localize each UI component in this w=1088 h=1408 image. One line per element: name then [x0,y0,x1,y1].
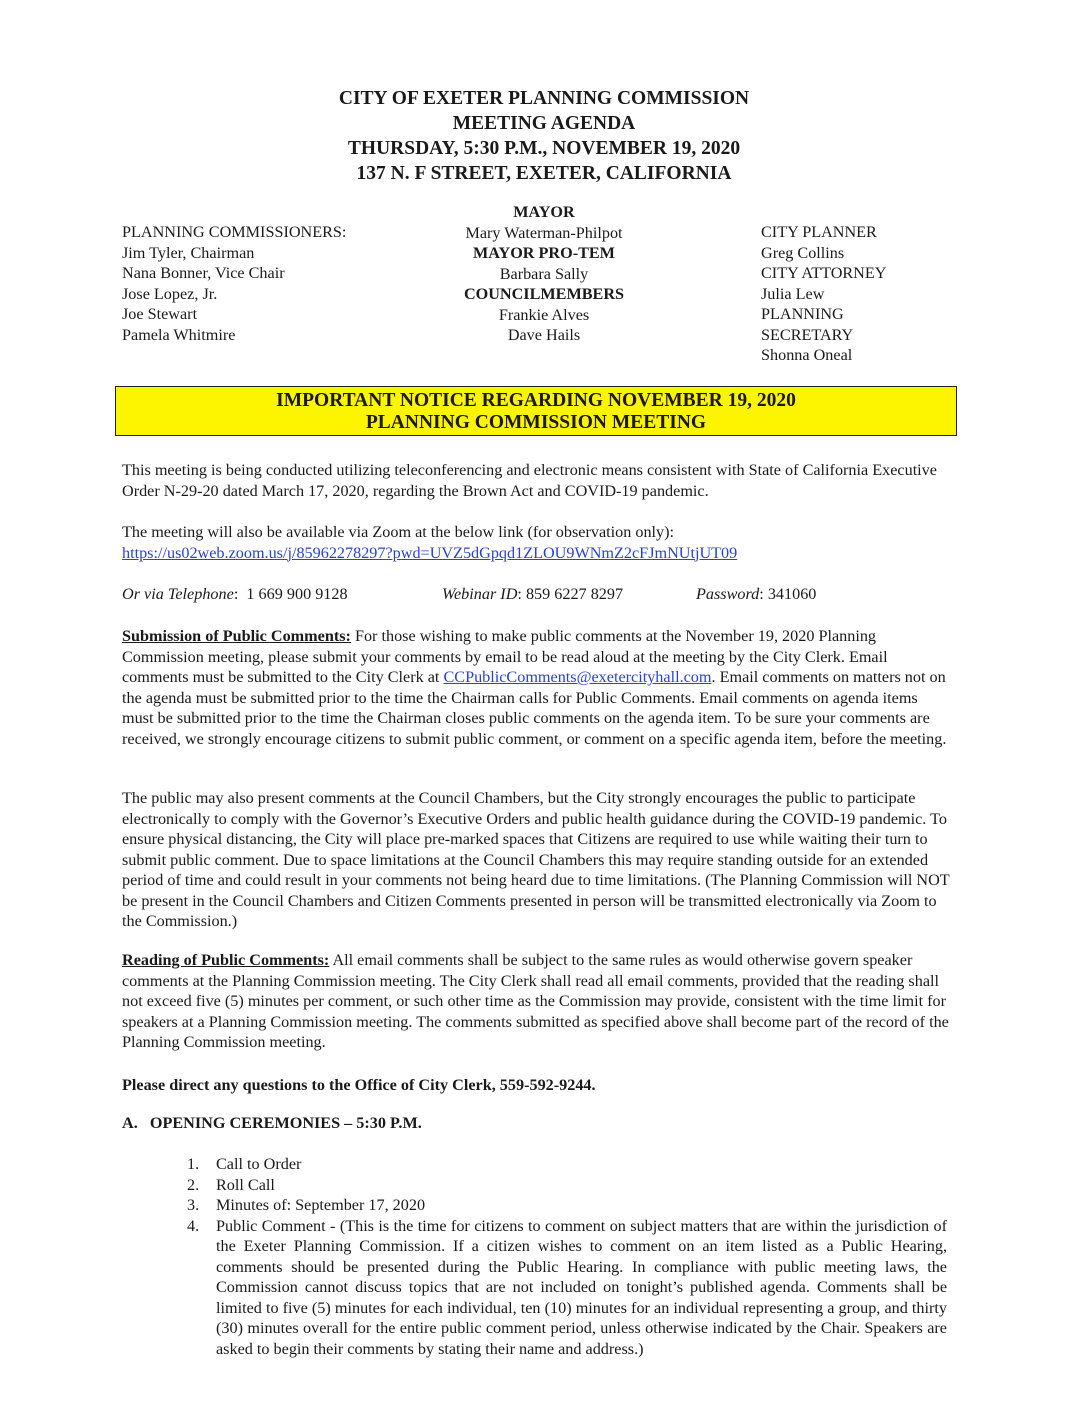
webinar-id: 859 6227 8297 [525,585,624,603]
commissioner-name: Nana Bonner, Vice Chair [122,264,285,282]
secretary-heading: PLANNING [761,305,844,323]
submission-paragraph [122,626,952,749]
planner-name: Greg Collins [761,243,845,262]
commissioner-name: Jim Tyler, Chairman [122,243,255,262]
agenda-item [187,1154,947,1175]
reading-text: All email comments shall be subject to the same rules as would otherwise govern speaker comments at the Planning Commission meeting. The City Clerk shall read all email comments, provided that the reading shall not exceed five (5) minutes per comment, or such other time as the Commission may provide, consistent with the time limit for speakers at a Planning Commission meeting. The comments submitted as specified above shall become part of the record of the Planning Commission meeting. [122,951,949,1051]
councilmember-name: Dave Hails [507,326,581,344]
commissioners-column [122,222,346,345]
agenda-item [187,1195,947,1216]
secretary-heading: SECRETARY [761,325,854,344]
questions-line: Please direct any questions to the Office of City Clerk, 559-592-9244. [122,1076,596,1094]
webinar-label: Webinar ID [442,585,518,603]
reading-paragraph [122,950,952,1053]
submission-text: For those wishing to make public comments at the November 19, 2020 Planning Commission meeting, please submit your comments by email to be read aloud at the meeting by the City Clerk. Email comments must be submitted to the City Clerk at [122,627,888,686]
secretary-name: Shonna Oneal [761,346,853,364]
zoom-paragraph [122,522,952,563]
notice-line: IMPORTANT NOTICE REGARDING NOVEMBER 19, 2020 [276,390,796,411]
submission-text: . Email comments on matters not on the agenda must be submitted prior to the time the Chairman calls for Public Comments. Email comments on agenda items must be submitted prior to the time the Chairman closes public comments on the agenda item. To be sure your comments are received, we strongly encourage citizens to submit public comment, or comment on a specific agenda item, before the meeting. [122,668,947,748]
telephone-label: Or via Telephone [122,585,234,603]
telephone-number: 1 669 900 9128 [246,585,348,603]
submission-heading: Submission of Public Comments: [122,627,351,645]
header-title: CITY OF EXETER PLANNING COMMISSION [338,88,750,109]
agenda-item-number: 3. [187,1196,200,1214]
protem-name: Barbara Sally [499,264,589,283]
header-address: 137 N. F STREET, EXETER, CALIFORNIA [356,163,732,184]
agenda-item-text: Public Comment - (This is the time for citizens to comment on subject matters that are within the jurisdiction of the Exeter Planning Commission. If a citizen wishes to comment on an item listed as a Public Hearing, comments should be presented during the Public Hearing. In compliance with public meeting laws, the Commission cannot discuss topics that are not included on tonight’s published agenda. Comments shall be limited to five (5) minutes for each individual, ten (10) minutes for an individual representing a group, and thirty (30) minutes overall for the entire public comment period, unless otherwise indicated by the Chair. Speakers are asked to begin their comments by stating their name and address.) [216,1216,947,1358]
notice-line: PLANNING COMMISSION MEETING [365,412,707,433]
agenda-item-text: Minutes of: September 17, 2020 [216,1196,426,1214]
header-date: THURSDAY, 5:30 P.M., NOVEMBER 19, 2020 [347,138,741,159]
header-subtitle: MEETING AGENDA [452,113,636,134]
commissioner-name: Jose Lopez, Jr. [122,284,218,303]
mayor-heading: MAYOR [513,203,575,221]
webinar-info: Webinar ID: 859 6227 8297 [442,585,624,603]
agenda-item [187,1216,947,1360]
agenda-item-text: Roll Call [216,1175,275,1194]
council-column [436,202,652,346]
mayor-name: Mary Waterman-Philpot [465,223,623,242]
agenda-item-list [187,1154,947,1359]
commissioners-heading: PLANNING COMMISSIONERS: [122,223,347,241]
attorney-name: Julia Lew [761,284,825,303]
section-a-heading: A. OPENING CEREMONIES – 5:30 P.M. [122,1114,422,1132]
password-value: 341060 [767,585,817,603]
commissioner-name: Pamela Whitmire [122,325,236,344]
important-notice-banner [115,386,957,436]
email-link[interactable]: CCPublicComments@exetercityhall.com [443,668,712,686]
in-person-paragraph: The public may also present comments at the Council Chambers, but the City strongly encourages the public to participate electronically to comply with the Governor’s Executive Orders and public health guidance during the COVID-19 pandemic. To ensure physical distancing, the City will place pre-marked spaces that Citizens are required to use while waiting their turn to submit public comment. Due to space limitations at the Council Chambers this may require standing outside for an extended period of time and could result in your comments not being heard due to time limitations. (The Planning Commission will NOT be present in the Council Chambers and Citizen Comments presented in person will be transmitted electronically via Zoom to the Commission.) [122,789,950,930]
attorney-heading: CITY ATTORNEY [761,264,887,282]
agenda-header [0,86,1088,186]
protem-heading: MAYOR PRO-TEM [473,244,615,262]
telephone-info: Or via Telephone: 1 669 900 9128 [122,585,348,603]
password-label: Password [696,585,760,603]
councilmembers-heading: COUNCILMEMBERS [463,285,625,303]
password-info: Password: 341060 [696,585,817,603]
zoom-text: The meeting will also be available via Zoom at the below link (for observation only): [122,523,675,541]
commissioner-name: Joe Stewart [122,305,198,323]
councilmember-name: Frankie Alves [498,305,590,324]
intro-paragraph: This meeting is being conducted utilizing teleconferencing and electronic means consistent with State of California Executive Order N-29-20 dated March 17, 2020, regarding the Brown Act and COVID-19 pandemic. [122,461,937,500]
zoom-link[interactable]: https://us02web.zoom.us/j/85962278297?pwd=UVZ5dGpqd1ZLOU9WNmZ2cFJmNUtjUT09 [122,543,738,562]
agenda-item [187,1175,947,1196]
agenda-item-number: 4. [187,1216,200,1235]
agenda-item-number: 1. [187,1155,200,1173]
staff-column [761,222,886,366]
reading-heading: Reading of Public Comments: [122,951,330,969]
agenda-item-number: 2. [187,1175,200,1194]
planner-heading: CITY PLANNER [761,223,877,241]
agenda-item-text: Call to Order [216,1155,302,1173]
